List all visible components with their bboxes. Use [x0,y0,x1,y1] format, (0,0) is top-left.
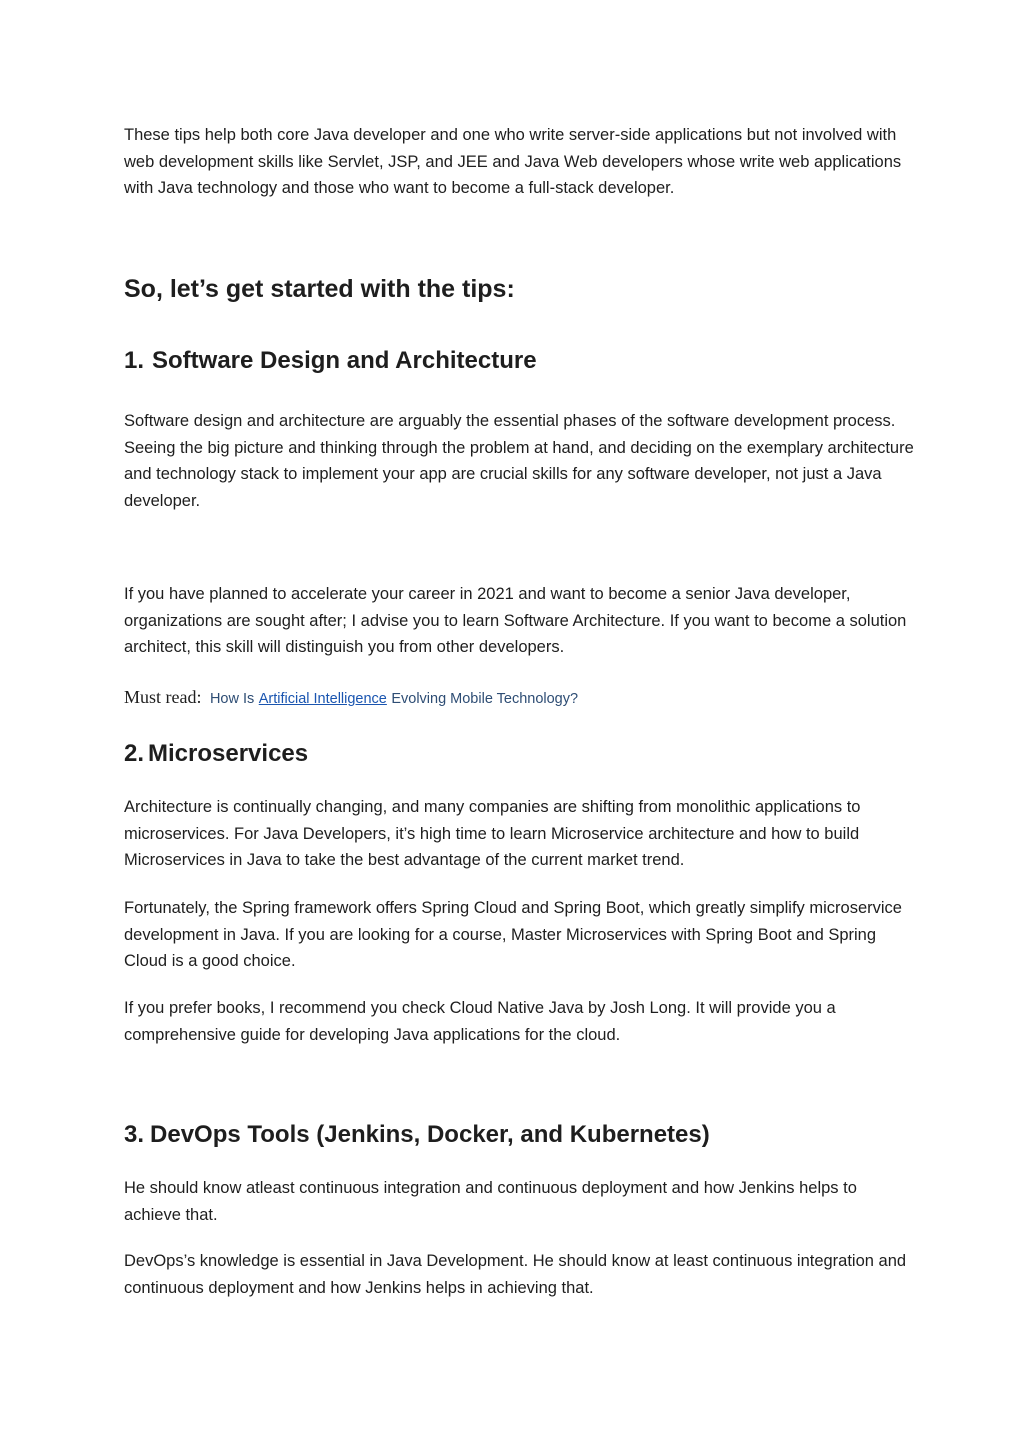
section-1-paragraph-2: If you have planned to accelerate your career in 2021 and want to become a senior Java developer, organizations are sought after; I advise you to learn Software Architecture. If you want to become a solution architect, this skill will distinguish you from other developers. [124,585,907,656]
section-2-title: Microservices [148,740,309,767]
section-1-title: Software Design and Architecture [152,347,537,374]
must-read-prefix: How Is [209,691,255,707]
section-3-paragraph-1: He should know atleast continuous integration and continuous deployment and how Jenkins helps to achieve that. [124,1179,857,1224]
section-3-title: DevOps Tools (Jenkins, Docker, and Kubernetes) [150,1121,710,1148]
section-2-paragraph-1: Architecture is continually changing, and many companies are shifting from monolithic applications to microservices. For Java Developers, it’s high time to learn Microservice architecture and how to build Microservices in Java to take the best advantage of the current market trend. [124,798,861,869]
must-read-suffix: Evolving Mobile Technology? [391,691,579,707]
must-read-line [124,684,578,712]
section-3-number: 3. [124,1121,145,1148]
section-2-paragraph-2: Fortunately, the Spring framework offers Spring Cloud and Spring Boot, which greatly simplify microservice development in Java. If you are looking for a course, Master Microservices with Spring Boot and Spring Cloud is a good choice. [124,899,902,970]
section-2-number: 2. [124,740,145,767]
must-read-link[interactable]: Artificial Intelligence [258,691,387,707]
must-read-label: Must read: [124,687,202,707]
section-1-paragraph-1: Software design and architecture are arguably the essential phases of the software development process. Seeing the big picture and thinking through the problem at hand, and deciding on the exemplary architecture and technology stack to implement your app are crucial skills for any software developer, not just a Java developer. [124,412,914,510]
section-3-paragraph-2: DevOps’s knowledge is essential in Java Development. He should know at least continuous integration and continuous deployment and how Jenkins helps in achieving that. [124,1252,907,1297]
tips-heading: So, let’s get started with the tips: [124,275,515,303]
intro-paragraph: These tips help both core Java developer and one who write server-side applications but not involved with web development skills like Servlet, JSP, and JEE and Java Web developers whose write web applications with Java technology and those who want to become a full-stack developer. [124,126,902,197]
section-2-heading [124,739,308,769]
section-2-paragraph-3: If you prefer books, I recommend you check Cloud Native Java by Josh Long. It will provide you a comprehensive guide for developing Java applications for the cloud. [124,999,836,1044]
section-1-heading [124,346,537,376]
section-1-number: 1. [124,347,145,374]
section-3-heading [124,1120,710,1150]
